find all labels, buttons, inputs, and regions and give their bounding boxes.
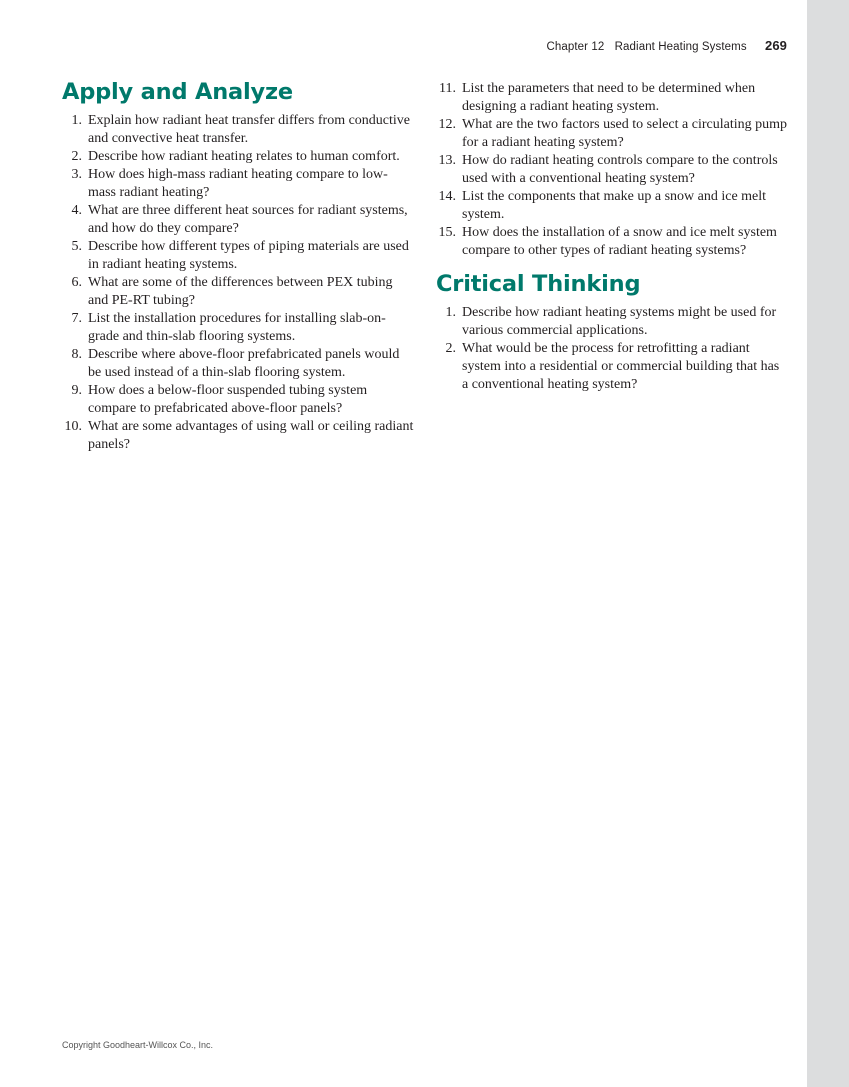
question-item xyxy=(436,224,788,260)
question-number: 14. xyxy=(438,189,456,204)
question-number: 1. xyxy=(445,305,456,320)
question-item xyxy=(62,148,414,166)
critical-thinking-heading: Critical Thinking xyxy=(436,271,641,297)
question-item xyxy=(62,274,414,310)
question-text: What are some of the differences between PEX tubing and PE-RT tubing? xyxy=(88,275,393,308)
question-text: How does high-mass radiant heating compare to low-mass radiant heating? xyxy=(88,167,388,200)
page-margin-strip xyxy=(807,0,849,1087)
question-number: 10. xyxy=(64,419,82,434)
question-text: How does a below-floor suspended tubing system compare to prefabricated above-floor panels? xyxy=(88,383,368,416)
apply-analyze-list-continued xyxy=(436,80,788,260)
copyright-footer: Copyright Goodheart-Willcox Co., Inc. xyxy=(62,1040,214,1050)
question-text: How do radiant heating controls compare to the controls used with a conventional heating system? xyxy=(462,153,778,186)
page-number: 269 xyxy=(765,38,787,53)
question-item xyxy=(436,340,788,394)
question-item xyxy=(62,238,414,274)
question-item xyxy=(62,418,414,454)
question-number: 11. xyxy=(439,81,456,96)
left-column xyxy=(62,78,414,454)
question-item xyxy=(62,202,414,238)
right-column xyxy=(436,80,788,394)
question-text: Describe how radiant heating relates to human comfort. xyxy=(88,149,400,164)
question-item xyxy=(62,166,414,202)
running-head xyxy=(546,38,787,53)
critical-thinking-list xyxy=(436,304,788,394)
question-item xyxy=(436,80,788,116)
question-text: Explain how radiant heat transfer differs from conductive and convective heat transfer. xyxy=(88,113,411,146)
question-text: How does the installation of a snow and ice melt system compare to other types of radiant heating systems? xyxy=(462,225,777,258)
question-item xyxy=(62,112,414,148)
question-text: List the components that make up a snow and ice melt system. xyxy=(462,189,767,222)
question-number: 9. xyxy=(71,383,82,398)
question-number: 8. xyxy=(71,347,82,362)
question-item xyxy=(62,382,414,418)
chapter-label: Chapter 12 xyxy=(546,41,605,53)
question-number: 1. xyxy=(71,113,82,128)
question-number: 5. xyxy=(71,239,82,254)
question-text: Describe how different types of piping materials are used in radiant heating systems. xyxy=(88,239,409,272)
question-text: What would be the process for retrofitting a radiant system into a residential or commercial building that has a conventional heating system? xyxy=(462,341,780,392)
question-item xyxy=(436,304,788,340)
chapter-title: Radiant Heating Systems xyxy=(614,41,747,53)
question-number: 6. xyxy=(71,275,82,290)
apply-analyze-heading: Apply and Analyze xyxy=(62,79,293,105)
question-item xyxy=(436,116,788,152)
question-text: List the parameters that need to be determined when designing a radiant heating system. xyxy=(462,81,756,114)
question-text: What are some advantages of using wall or ceiling radiant panels? xyxy=(88,419,414,452)
question-text: Describe how radiant heating systems might be used for various commercial applications. xyxy=(462,305,777,338)
question-number: 15. xyxy=(438,225,456,240)
apply-analyze-list xyxy=(62,112,414,454)
question-number: 2. xyxy=(71,149,82,164)
question-text: Describe where above-floor prefabricated panels would be used instead of a thin-slab flooring system. xyxy=(88,347,400,380)
question-item xyxy=(62,310,414,346)
question-item xyxy=(436,152,788,188)
question-number: 12. xyxy=(438,117,456,132)
question-number: 7. xyxy=(71,311,82,326)
question-number: 13. xyxy=(438,153,456,168)
question-number: 3. xyxy=(71,167,82,182)
question-text: List the installation procedures for installing slab-on-grade and thin-slab flooring systems. xyxy=(88,311,386,344)
question-text: What are the two factors used to select a circulating pump for a radiant heating system? xyxy=(462,117,787,150)
question-text: What are three different heat sources for radiant systems, and how do they compare? xyxy=(88,203,408,236)
question-number: 2. xyxy=(445,341,456,356)
question-item xyxy=(62,346,414,382)
question-item xyxy=(436,188,788,224)
question-number: 4. xyxy=(71,203,82,218)
